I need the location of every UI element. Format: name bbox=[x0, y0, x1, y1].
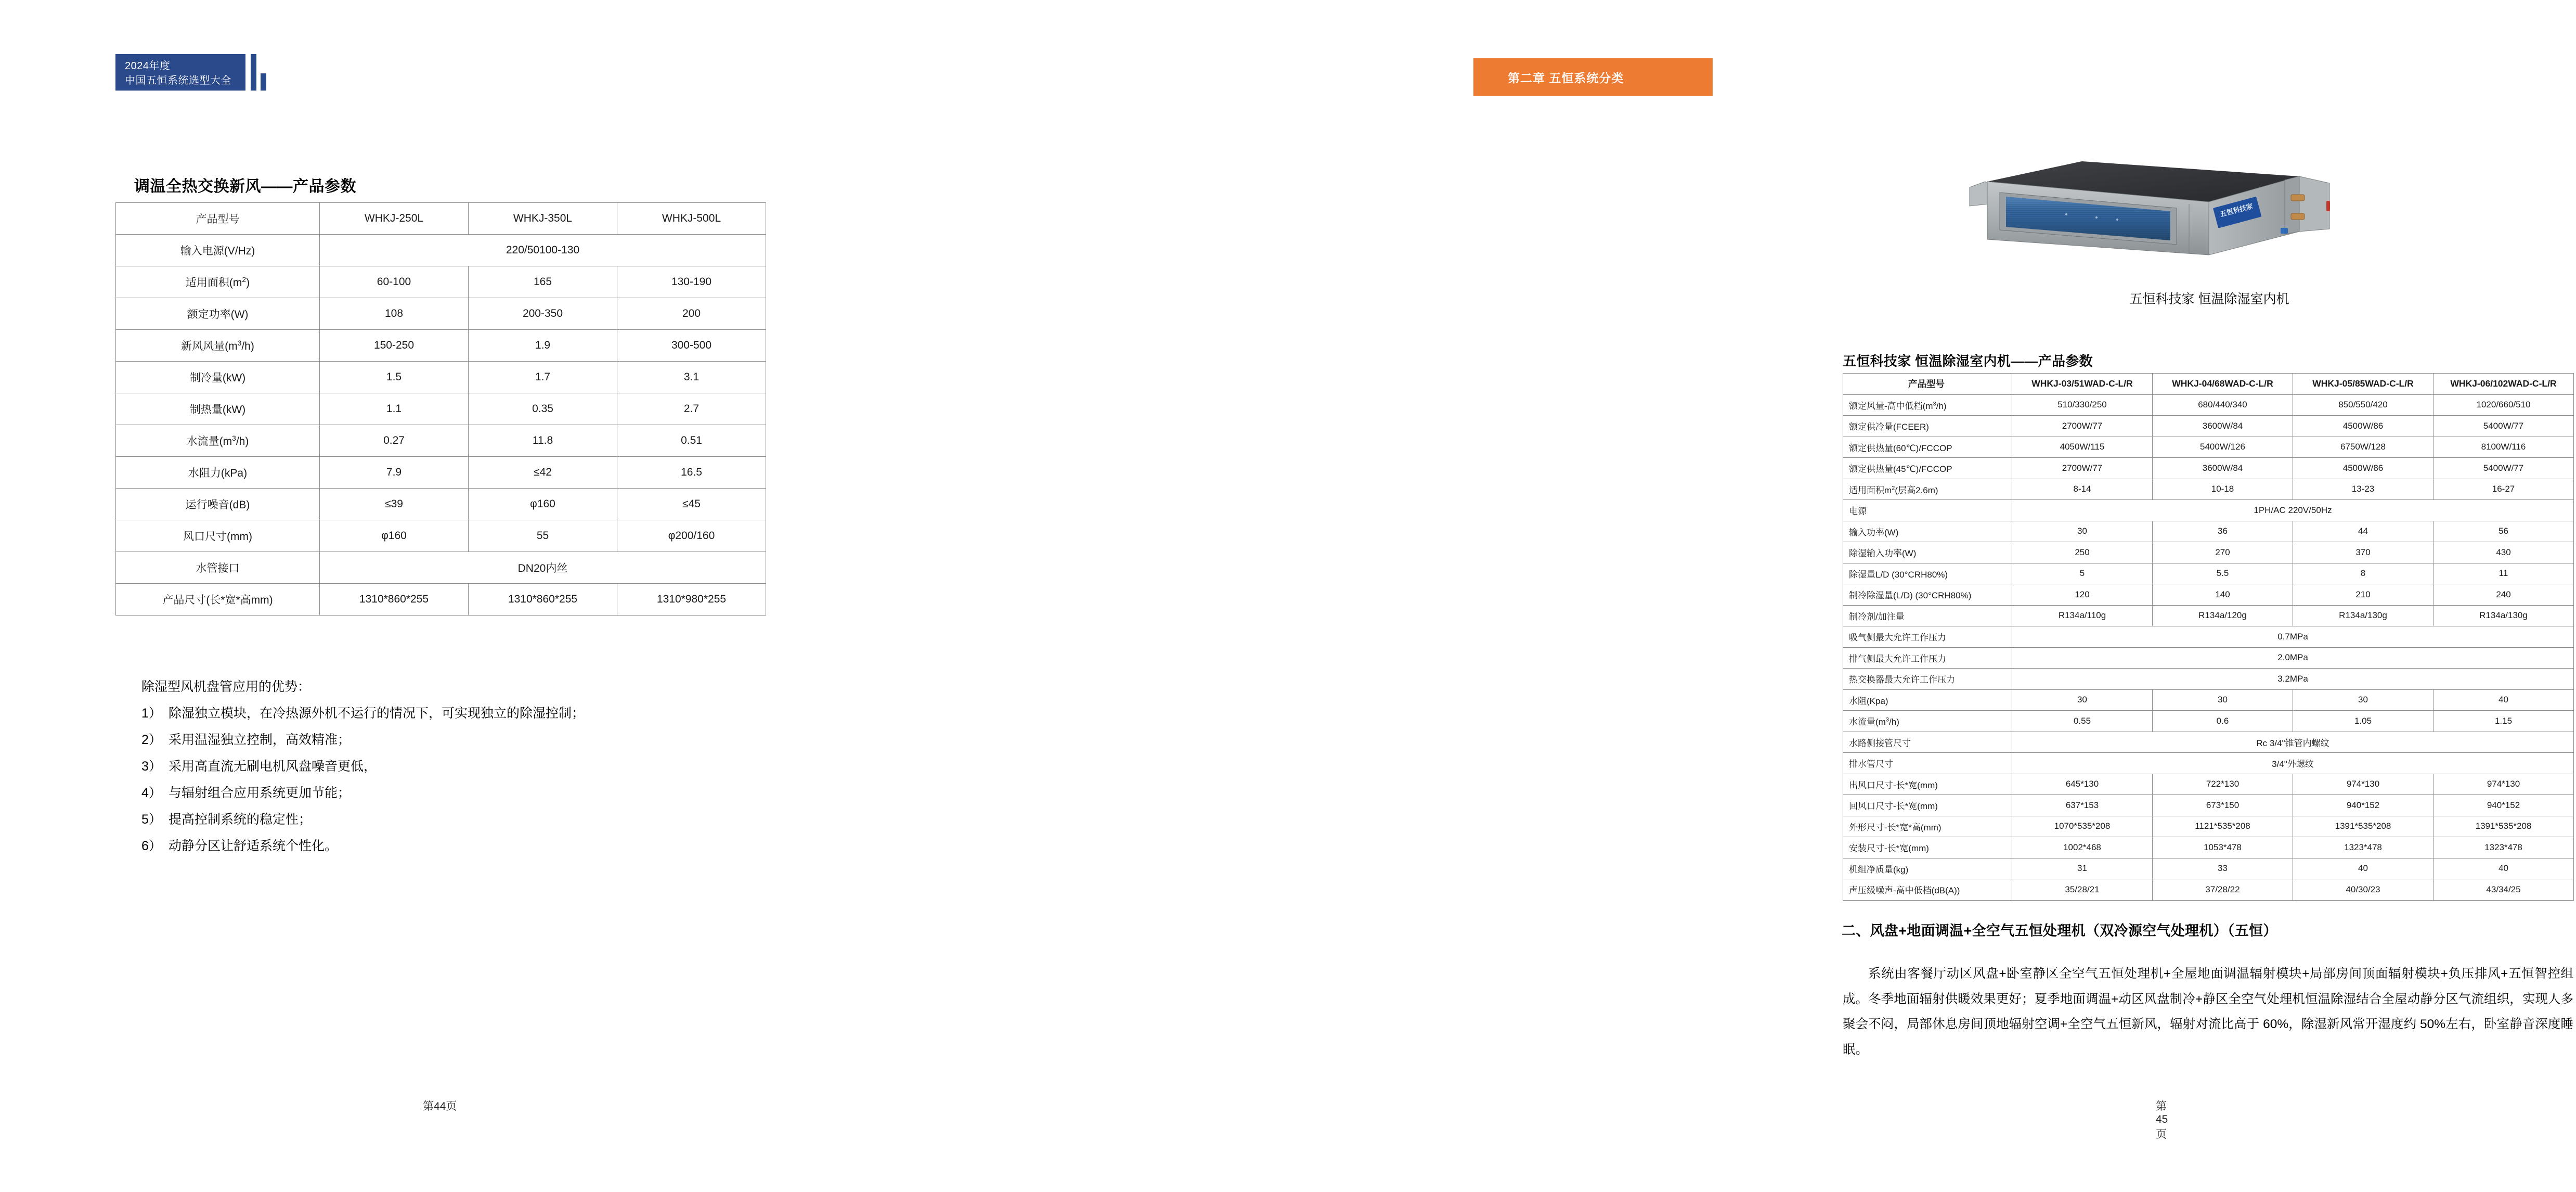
advantage-number: 3） bbox=[141, 759, 162, 774]
row-value: 120 bbox=[2012, 584, 2153, 606]
row-value: 44 bbox=[2293, 521, 2433, 542]
row-value: 974*130 bbox=[2433, 774, 2574, 795]
row-value: 510/330/250 bbox=[2012, 394, 2153, 416]
row-value: 40 bbox=[2433, 858, 2574, 879]
row-value: R134a/130g bbox=[2293, 605, 2433, 626]
advantage-text: 与辐射组合应用系统更加节能； bbox=[169, 786, 351, 800]
table-row bbox=[1843, 605, 2574, 626]
row-value-merged: 3/4"外螺纹 bbox=[2012, 753, 2574, 774]
header-cell-model: WHKJ-250L bbox=[320, 203, 469, 235]
row-value: 3600W/84 bbox=[2153, 416, 2293, 437]
row-value: 4500W/86 bbox=[2293, 458, 2433, 479]
section2-body: 系统由客餐厅动区风盘+卧室静区全空气五恒处理机+全屋地面调温辐射模块+局部房间顶面辐射模块+负压排风+五恒智控组成。冬季地面辐射供暖效果更好；夏季地面调温+动区风盘制冷+静区全空气处理机恒温除湿结合全屋动静分区气流组织，实现人多聚会不闷，局部休息房间顶地辐射空调+全空气五恒新风，辐射对流比高于 60%，除湿新风常开湿度约 50%左右，卧室静音深度睡眠。 bbox=[1843, 967, 2573, 1057]
row-value: 33 bbox=[2153, 858, 2293, 879]
row-label: 出风口尺寸-长*宽(mm) bbox=[1843, 774, 2012, 795]
row-label: 制冷除湿量(L/D) (30°CRH80%) bbox=[1843, 584, 2012, 606]
table-row bbox=[1843, 774, 2574, 795]
row-value: 1.9 bbox=[469, 330, 617, 362]
row-value: 200 bbox=[617, 298, 766, 330]
badge-year: 2024年度 bbox=[125, 60, 171, 72]
row-value: 40/30/23 bbox=[2293, 879, 2433, 901]
left-page bbox=[0, 0, 872, 1192]
chapter-label: 第二章 五恒系统分类 bbox=[1508, 71, 1624, 85]
row-value: 645*130 bbox=[2012, 774, 2153, 795]
header-cell-model: WHKJ-350L bbox=[469, 203, 617, 235]
row-value: 43/34/25 bbox=[2433, 879, 2574, 901]
row-label: 适用面积$m^2$(层高2.6m) bbox=[1843, 479, 2012, 500]
table-row bbox=[1843, 416, 2574, 437]
product-photo-ducted-unit bbox=[1962, 156, 2342, 278]
badge-title: 中国五恒系统选型大全 bbox=[125, 75, 231, 87]
row-value: 10-18 bbox=[2153, 479, 2293, 500]
row-value: 108 bbox=[320, 298, 469, 330]
row-value: 1.7 bbox=[469, 362, 617, 393]
header-cell-model: WHKJ-04/68WAD-C-L/R bbox=[2153, 374, 2293, 395]
row-value: 0.6 bbox=[2153, 711, 2293, 732]
table-row bbox=[116, 520, 766, 552]
row-value: 637*153 bbox=[2012, 795, 2153, 816]
row-label: 风口尺寸(mm) bbox=[116, 520, 320, 552]
row-value: 5 bbox=[2012, 563, 2153, 584]
new-air-spec-table bbox=[115, 202, 766, 616]
row-value: 210 bbox=[2293, 584, 2433, 606]
table-row bbox=[1843, 563, 2574, 584]
row-value: 673*150 bbox=[2153, 795, 2293, 816]
row-label: 额定供热量(45℃)/FCCOP bbox=[1843, 458, 2012, 479]
row-value: R134a/110g bbox=[2012, 605, 2153, 626]
advantage-item bbox=[141, 813, 792, 826]
table-row bbox=[1843, 879, 2574, 901]
row-label: 水管接口 bbox=[116, 552, 320, 584]
row-value: 430 bbox=[2433, 542, 2574, 563]
table-row bbox=[1843, 795, 2574, 816]
page-number-right: 第45页 bbox=[2156, 1100, 2168, 1140]
row-value: 16-27 bbox=[2433, 479, 2574, 500]
right-page bbox=[872, 0, 2573, 1192]
table-row bbox=[116, 584, 766, 616]
table-row bbox=[116, 489, 766, 520]
row-value: 1391*535*208 bbox=[2433, 816, 2574, 837]
row-value: φ160 bbox=[469, 489, 617, 520]
header-cell-model: WHKJ-05/85WAD-C-L/R bbox=[2293, 374, 2433, 395]
table-row bbox=[1843, 816, 2574, 837]
table-row bbox=[1843, 669, 2574, 690]
table-row bbox=[1843, 711, 2574, 732]
row-value: 200-350 bbox=[469, 298, 617, 330]
row-label: 适用面积$(m^2)$ bbox=[116, 266, 320, 298]
row-label: 排水管尺寸 bbox=[1843, 753, 2012, 774]
table-row bbox=[1843, 647, 2574, 669]
table-row bbox=[116, 235, 766, 266]
row-value: ≤45 bbox=[617, 489, 766, 520]
row-value: 2700W/77 bbox=[2012, 458, 2153, 479]
row-value: 130-190 bbox=[617, 266, 766, 298]
row-label: 额定供冷量(FCEER) bbox=[1843, 416, 2012, 437]
row-label: 额定风量-高中低档$(m^3/h)$ bbox=[1843, 394, 2012, 416]
table-header-row bbox=[1843, 374, 2574, 395]
left-section-title: 调温全热交换新风——产品参数 bbox=[134, 178, 356, 195]
table-row bbox=[1843, 584, 2574, 606]
table-row bbox=[1843, 458, 2574, 479]
advantage-item bbox=[141, 840, 792, 853]
row-label: 水路侧接管尺寸 bbox=[1843, 732, 2012, 753]
row-value: 1.05 bbox=[2293, 711, 2433, 732]
row-value: 11.8 bbox=[469, 425, 617, 457]
indoor-unit-spec-table bbox=[1843, 373, 2574, 901]
row-label: 输入功率(W) bbox=[1843, 521, 2012, 542]
product-figure-caption: 五恒科技家 恒温除湿室内机 bbox=[2129, 292, 2289, 306]
row-label: 水阻力(kPa) bbox=[116, 457, 320, 489]
header-cell-label: 产品型号 bbox=[116, 203, 320, 235]
row-value-merged: DN20内丝 bbox=[320, 552, 766, 584]
row-value: φ200/160 bbox=[617, 520, 766, 552]
row-value: 680/440/340 bbox=[2153, 394, 2293, 416]
row-value-merged: Rc 3/4"锥管内螺纹 bbox=[2012, 732, 2574, 753]
row-value: 1310*860*255 bbox=[320, 584, 469, 616]
table-row bbox=[1843, 689, 2574, 711]
row-value: 4500W/86 bbox=[2293, 416, 2433, 437]
row-label: 排气侧最大允许工作压力 bbox=[1843, 647, 2012, 669]
advantage-text: 动静分区让舒适系统个性化。 bbox=[169, 839, 338, 853]
row-value: 1053*478 bbox=[2153, 837, 2293, 858]
advantage-number: 5） bbox=[141, 812, 162, 827]
table-row bbox=[1843, 753, 2574, 774]
row-value: 7.9 bbox=[320, 457, 469, 489]
row-value: 1.15 bbox=[2433, 711, 2574, 732]
row-value: 850/550/420 bbox=[2293, 394, 2433, 416]
row-label: 除湿量L/D (30°CRH80%) bbox=[1843, 563, 2012, 584]
row-label: 制热量(kW) bbox=[116, 393, 320, 425]
row-value: 140 bbox=[2153, 584, 2293, 606]
table-row bbox=[1843, 858, 2574, 879]
table-row bbox=[1843, 500, 2574, 521]
row-label: 输入电源(V/Hz) bbox=[116, 235, 320, 266]
row-value: 30 bbox=[2012, 689, 2153, 711]
row-value: 40 bbox=[2433, 689, 2574, 711]
row-value: 0.27 bbox=[320, 425, 469, 457]
row-value: 56 bbox=[2433, 521, 2574, 542]
row-value: 8-14 bbox=[2012, 479, 2153, 500]
table-row bbox=[116, 457, 766, 489]
table-row bbox=[116, 362, 766, 393]
row-value: 8 bbox=[2293, 563, 2433, 584]
row-value: 31 bbox=[2012, 858, 2153, 879]
row-value: 974*130 bbox=[2293, 774, 2433, 795]
table-row bbox=[1843, 437, 2574, 458]
row-value-merged: 1PH/AC 220V/50Hz bbox=[2012, 500, 2574, 521]
table-row bbox=[116, 266, 766, 298]
row-value: 150-250 bbox=[320, 330, 469, 362]
row-value: R134a/120g bbox=[2153, 605, 2293, 626]
advantage-item bbox=[141, 734, 792, 747]
row-value: 0.51 bbox=[617, 425, 766, 457]
row-label: 额定供热量(60℃)/FCCOP bbox=[1843, 437, 2012, 458]
row-value: 300-500 bbox=[617, 330, 766, 362]
row-value: 36 bbox=[2153, 521, 2293, 542]
advantage-text: 采用高直流无刷电机风盘噪音更低， bbox=[169, 759, 377, 774]
advantage-number: 4） bbox=[141, 786, 162, 800]
row-label: 新风风量$(m^3/h)$ bbox=[116, 330, 320, 362]
row-value: φ160 bbox=[320, 520, 469, 552]
row-value: 5400W/126 bbox=[2153, 437, 2293, 458]
row-value: 30 bbox=[2153, 689, 2293, 711]
row-label: 回风口尺寸-长*宽(mm) bbox=[1843, 795, 2012, 816]
row-label: 电源 bbox=[1843, 500, 2012, 521]
advantage-number: 2） bbox=[141, 733, 162, 747]
section2-title: 二、风盘+地面调温+全空气五恒处理机（双冷源空气处理机）（五恒） bbox=[1842, 923, 2277, 939]
row-label: 机组净质量(kg) bbox=[1843, 858, 2012, 879]
row-value: 4050W/115 bbox=[2012, 437, 2153, 458]
row-value: 55 bbox=[469, 520, 617, 552]
row-value: 1323*478 bbox=[2293, 837, 2433, 858]
table-row bbox=[116, 425, 766, 457]
row-label: 吸气侧最大允许工作压力 bbox=[1843, 626, 2012, 648]
row-label: 制冷剂/加注量 bbox=[1843, 605, 2012, 626]
row-value: 40 bbox=[2293, 858, 2433, 879]
page-number-left: 第44页 bbox=[423, 1100, 457, 1112]
advantages-block bbox=[141, 681, 792, 866]
row-value: 1121*535*208 bbox=[2153, 816, 2293, 837]
advantages-heading: 除湿型风机盘管应用的优势： bbox=[141, 680, 311, 694]
row-value: 37/28/22 bbox=[2153, 879, 2293, 901]
advantage-item bbox=[141, 760, 792, 773]
row-value-merged: 3.2MPa bbox=[2012, 669, 2574, 690]
right-section-title: 五恒科技家 恒温除湿室内机——产品参数 bbox=[1843, 353, 2093, 369]
table-row bbox=[116, 552, 766, 584]
row-value: 60-100 bbox=[320, 266, 469, 298]
row-value-merged: 2.0MPa bbox=[2012, 647, 2574, 669]
row-value: 240 bbox=[2433, 584, 2574, 606]
row-label: 产品尺寸(长*宽*高mm) bbox=[116, 584, 320, 616]
table-row bbox=[1843, 394, 2574, 416]
table-row bbox=[1843, 542, 2574, 563]
row-value: 1310*980*255 bbox=[617, 584, 766, 616]
row-value: 722*130 bbox=[2153, 774, 2293, 795]
row-value: 13-23 bbox=[2293, 479, 2433, 500]
row-value: 0.35 bbox=[469, 393, 617, 425]
row-value: ≤39 bbox=[320, 489, 469, 520]
advantage-item bbox=[141, 707, 792, 720]
row-value-merged: 220/50100-130 bbox=[320, 235, 766, 266]
row-value: 6750W/128 bbox=[2293, 437, 2433, 458]
header-cell-model: WHKJ-06/102WAD-C-L/R bbox=[2433, 374, 2574, 395]
row-label: 制冷量(kW) bbox=[116, 362, 320, 393]
table-row bbox=[1843, 837, 2574, 858]
advantage-text: 采用温湿独立控制，高效精准； bbox=[169, 733, 351, 747]
row-value: 3.1 bbox=[617, 362, 766, 393]
row-label: 除湿输入功率(W) bbox=[1843, 542, 2012, 563]
row-value: 1.1 bbox=[320, 393, 469, 425]
table-row bbox=[116, 393, 766, 425]
row-value: 370 bbox=[2293, 542, 2433, 563]
row-value-merged: 0.7MPa bbox=[2012, 626, 2574, 648]
advantage-text: 提高控制系统的稳定性； bbox=[169, 812, 312, 827]
row-value: 3600W/84 bbox=[2153, 458, 2293, 479]
advantage-number: 6） bbox=[141, 839, 162, 853]
row-value: 0.55 bbox=[2012, 711, 2153, 732]
row-value: 1020/660/510 bbox=[2433, 394, 2574, 416]
row-value: 940*152 bbox=[2433, 795, 2574, 816]
row-value: 30 bbox=[2012, 521, 2153, 542]
header-cell-model: WHKJ-500L bbox=[617, 203, 766, 235]
row-label: 水流量$(m^3/h)$ bbox=[116, 425, 320, 457]
table-row bbox=[116, 330, 766, 362]
row-value: 35/28/21 bbox=[2012, 879, 2153, 901]
row-value: 1310*860*255 bbox=[469, 584, 617, 616]
row-value: 2.7 bbox=[617, 393, 766, 425]
table-row bbox=[1843, 732, 2574, 753]
advantage-number: 1） bbox=[141, 706, 162, 721]
row-value: 5.5 bbox=[2153, 563, 2293, 584]
table-row bbox=[1843, 626, 2574, 648]
row-value: 2700W/77 bbox=[2012, 416, 2153, 437]
row-value: 5400W/77 bbox=[2433, 458, 2574, 479]
row-value: 250 bbox=[2012, 542, 2153, 563]
header-cell-model: WHKJ-03/51WAD-C-L/R bbox=[2012, 374, 2153, 395]
row-label: 外形尺寸-长*宽*高(mm) bbox=[1843, 816, 2012, 837]
row-value: 8100W/116 bbox=[2433, 437, 2574, 458]
row-label: 额定功率(W) bbox=[116, 298, 320, 330]
row-value: 5400W/77 bbox=[2433, 416, 2574, 437]
header-cell-label: 产品型号 bbox=[1843, 374, 2012, 395]
advantage-text: 除湿独立模块，在冷热源外机不运行的情况下，可实现独立的除湿控制； bbox=[169, 706, 585, 721]
row-label: 安装尺寸-长*宽(mm) bbox=[1843, 837, 2012, 858]
svg-text:五恒科技家: 五恒科技家 bbox=[2219, 202, 2254, 219]
table-row bbox=[1843, 479, 2574, 500]
row-value: 1002*468 bbox=[2012, 837, 2153, 858]
table-row bbox=[116, 298, 766, 330]
row-value: 1391*535*208 bbox=[2293, 816, 2433, 837]
row-label: 热交换器最大允许工作压力 bbox=[1843, 669, 2012, 690]
row-value: 270 bbox=[2153, 542, 2293, 563]
row-value: R134a/130g bbox=[2433, 605, 2574, 626]
row-value: 1.5 bbox=[320, 362, 469, 393]
row-label: 运行噪音(dB) bbox=[116, 489, 320, 520]
row-label: 声压级噪声-高中低档(dB(A)) bbox=[1843, 879, 2012, 901]
row-value: 11 bbox=[2433, 563, 2574, 584]
row-value: 1070*535*208 bbox=[2012, 816, 2153, 837]
row-label: 水阻(Kpa) bbox=[1843, 689, 2012, 711]
row-label: 水流量$(m^3/h)$ bbox=[1843, 711, 2012, 732]
row-value: 30 bbox=[2293, 689, 2433, 711]
row-value: 1323*478 bbox=[2433, 837, 2574, 858]
row-value: 165 bbox=[469, 266, 617, 298]
row-value: ≤42 bbox=[469, 457, 617, 489]
table-row bbox=[1843, 521, 2574, 542]
advantage-item bbox=[141, 787, 792, 800]
table-header-row bbox=[116, 203, 766, 235]
row-value: 16.5 bbox=[617, 457, 766, 489]
row-value: 940*152 bbox=[2293, 795, 2433, 816]
